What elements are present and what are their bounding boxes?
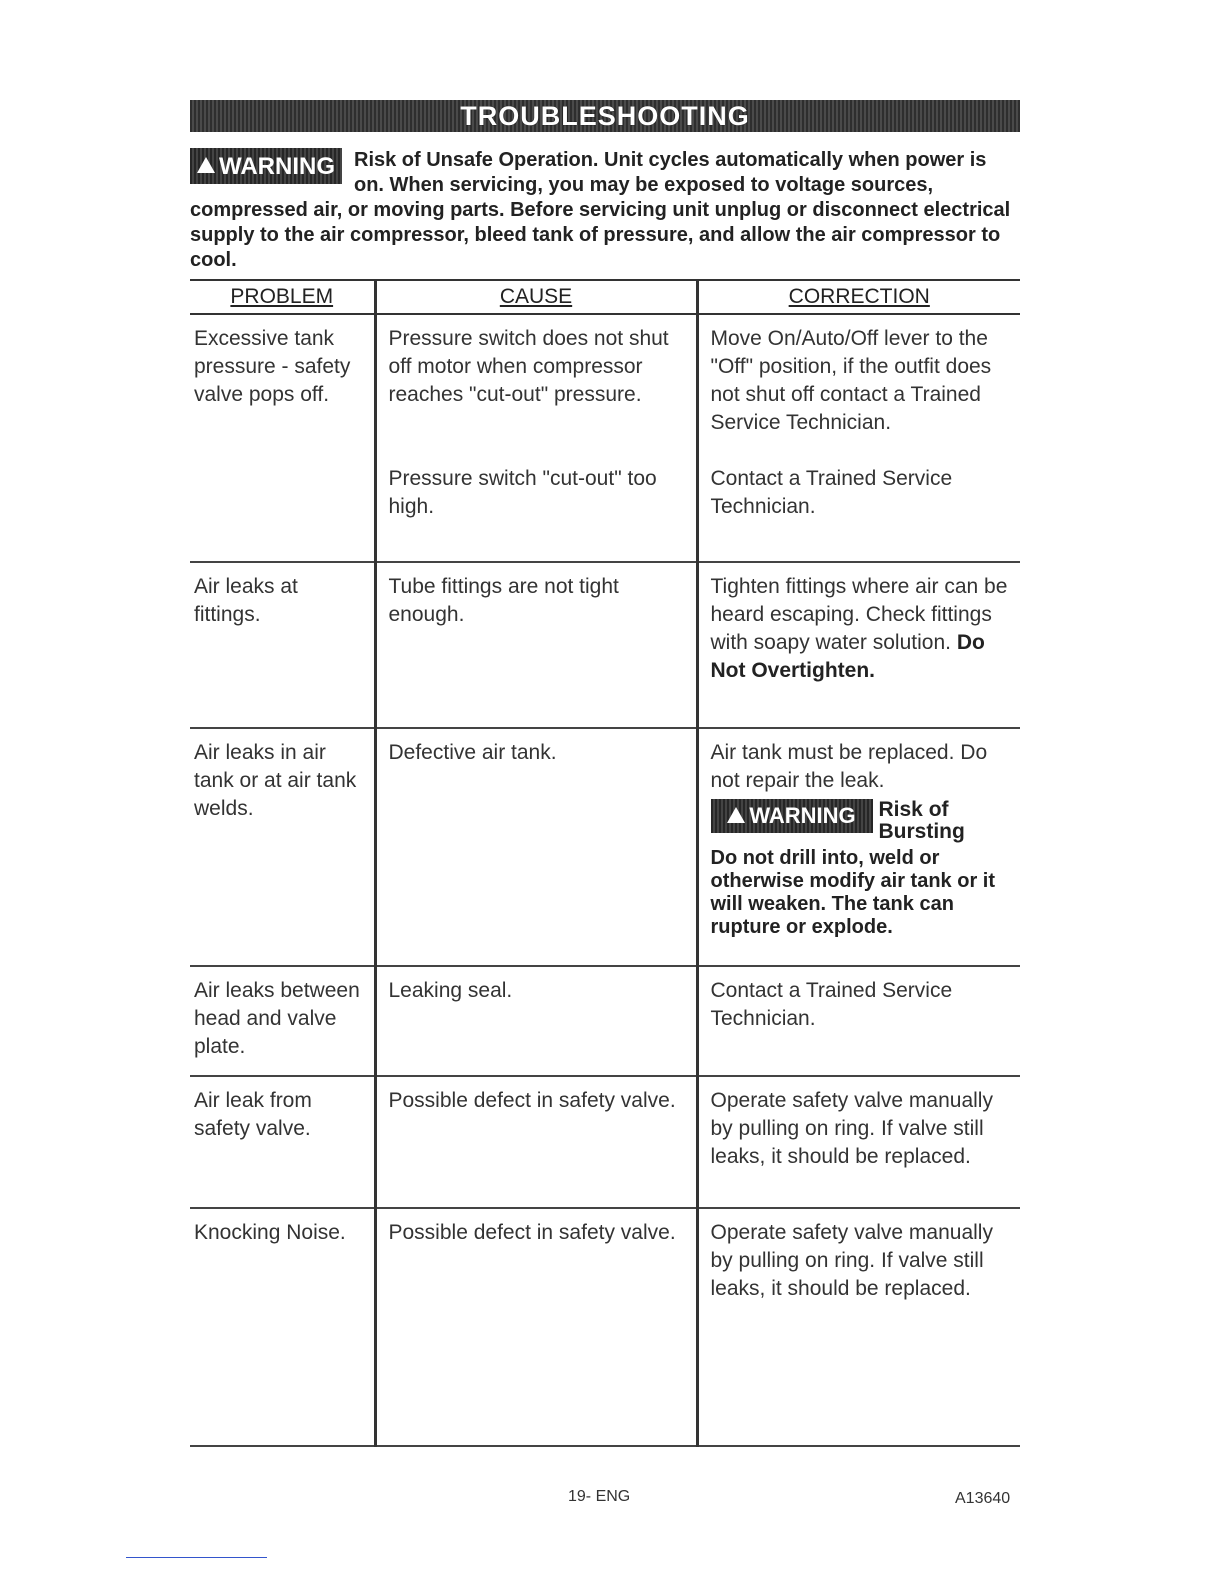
bursting-warning: [711, 799, 1013, 843]
problem-cell: Air leaks between head and valve plate.: [190, 966, 375, 1076]
table-header-row: [190, 280, 1020, 314]
cause-text: Pressure switch "cut-out" too high.: [388, 467, 657, 518]
header-cause: CAUSE: [375, 280, 697, 314]
table-row: [190, 728, 1020, 966]
problem-cell: Knocking Noise.: [190, 1208, 375, 1446]
correction-text: Move On/Auto/Off lever to the "Off" position, if the outfit does not shut off contact a Trained Service Technician.: [710, 327, 992, 434]
cause-cell: Possible defect in safety valve.: [375, 1076, 697, 1208]
correction-text: Air tank must be replaced. Do not repair the leak.: [710, 741, 988, 792]
correction-cell: Operate safety valve manually by pulling on ring. If valve still leaks, it should be replaced.: [697, 1208, 1020, 1446]
correction-cell: [697, 314, 1020, 562]
correction-cell: Contact a Trained Service Technician.: [697, 966, 1020, 1076]
warning-body: Do not drill into, weld or otherwise modify air tank or it will weaken. The tank can rupture or explode.: [710, 847, 996, 938]
header-problem: PROBLEM: [190, 280, 375, 314]
correction-cell: [697, 562, 1020, 728]
unsafe-operation-warning: [190, 148, 1020, 273]
table-row: [190, 562, 1020, 728]
document-code: A13640: [955, 1490, 1011, 1507]
correction-cell: Operate safety valve manually by pulling on ring. If valve still leaks, it should be replaced.: [697, 1076, 1020, 1208]
troubleshooting-table: [190, 279, 1020, 1447]
page-title: TROUBLESHOOTING: [460, 100, 750, 131]
table-row: [190, 1076, 1020, 1208]
warning-text: Risk of Unsafe Operation. Unit cycles automatically when power is on. When servicing, you may be exposed to voltage sources, compressed air, or moving parts. Before servicing unit unplug or disconnect electrical supply to the air compressor, bleed tank of pressure, and allow the air compressor to cool.: [190, 149, 1011, 271]
problem-cell: Air leak from safety valve.: [190, 1076, 375, 1208]
table-row: [190, 966, 1020, 1076]
table-row: [190, 1208, 1020, 1446]
footer-rule: [126, 1557, 267, 1558]
cause-cell: Possible defect in safety valve.: [375, 1208, 697, 1446]
header-correction: CORRECTION: [697, 280, 1020, 314]
problem-cell: Excessive tank pressure - safety valve pops off.: [190, 314, 375, 562]
warning-risk-label: Risk of Bursting: [878, 798, 965, 843]
correction-text: Contact a Trained Service Technician.: [710, 467, 953, 518]
page-number: 19- ENG: [568, 1488, 631, 1505]
warning-triangle-icon: [197, 157, 215, 173]
correction-text: Tighten fittings where air can be heard escaping. Check fittings with soapy water solution.: [710, 575, 1008, 654]
warning-triangle-icon: [727, 807, 745, 823]
cause-cell: Leaking seal.: [375, 966, 697, 1076]
cause-text: Pressure switch does not shut off motor when compressor reaches "cut-out" pressure.: [388, 327, 669, 406]
cause-cell: Tube fittings are not tight enough.: [375, 562, 697, 728]
correction-emphasis: Do Not Overtighten.: [710, 631, 985, 682]
problem-cell: Air leaks in air tank or at air tank welds.: [190, 728, 375, 966]
cause-cell: [375, 314, 697, 562]
table-row: [190, 314, 1020, 562]
cause-cell: Defective air tank.: [375, 728, 697, 966]
troubleshooting-page: [190, 100, 1020, 1447]
correction-cell: [697, 728, 1020, 966]
problem-cell: Air leaks at fittings.: [190, 562, 375, 728]
warning-badge: WARNING: [711, 799, 873, 833]
warning-badge: WARNING: [190, 148, 342, 184]
title-banner: [190, 100, 1020, 132]
